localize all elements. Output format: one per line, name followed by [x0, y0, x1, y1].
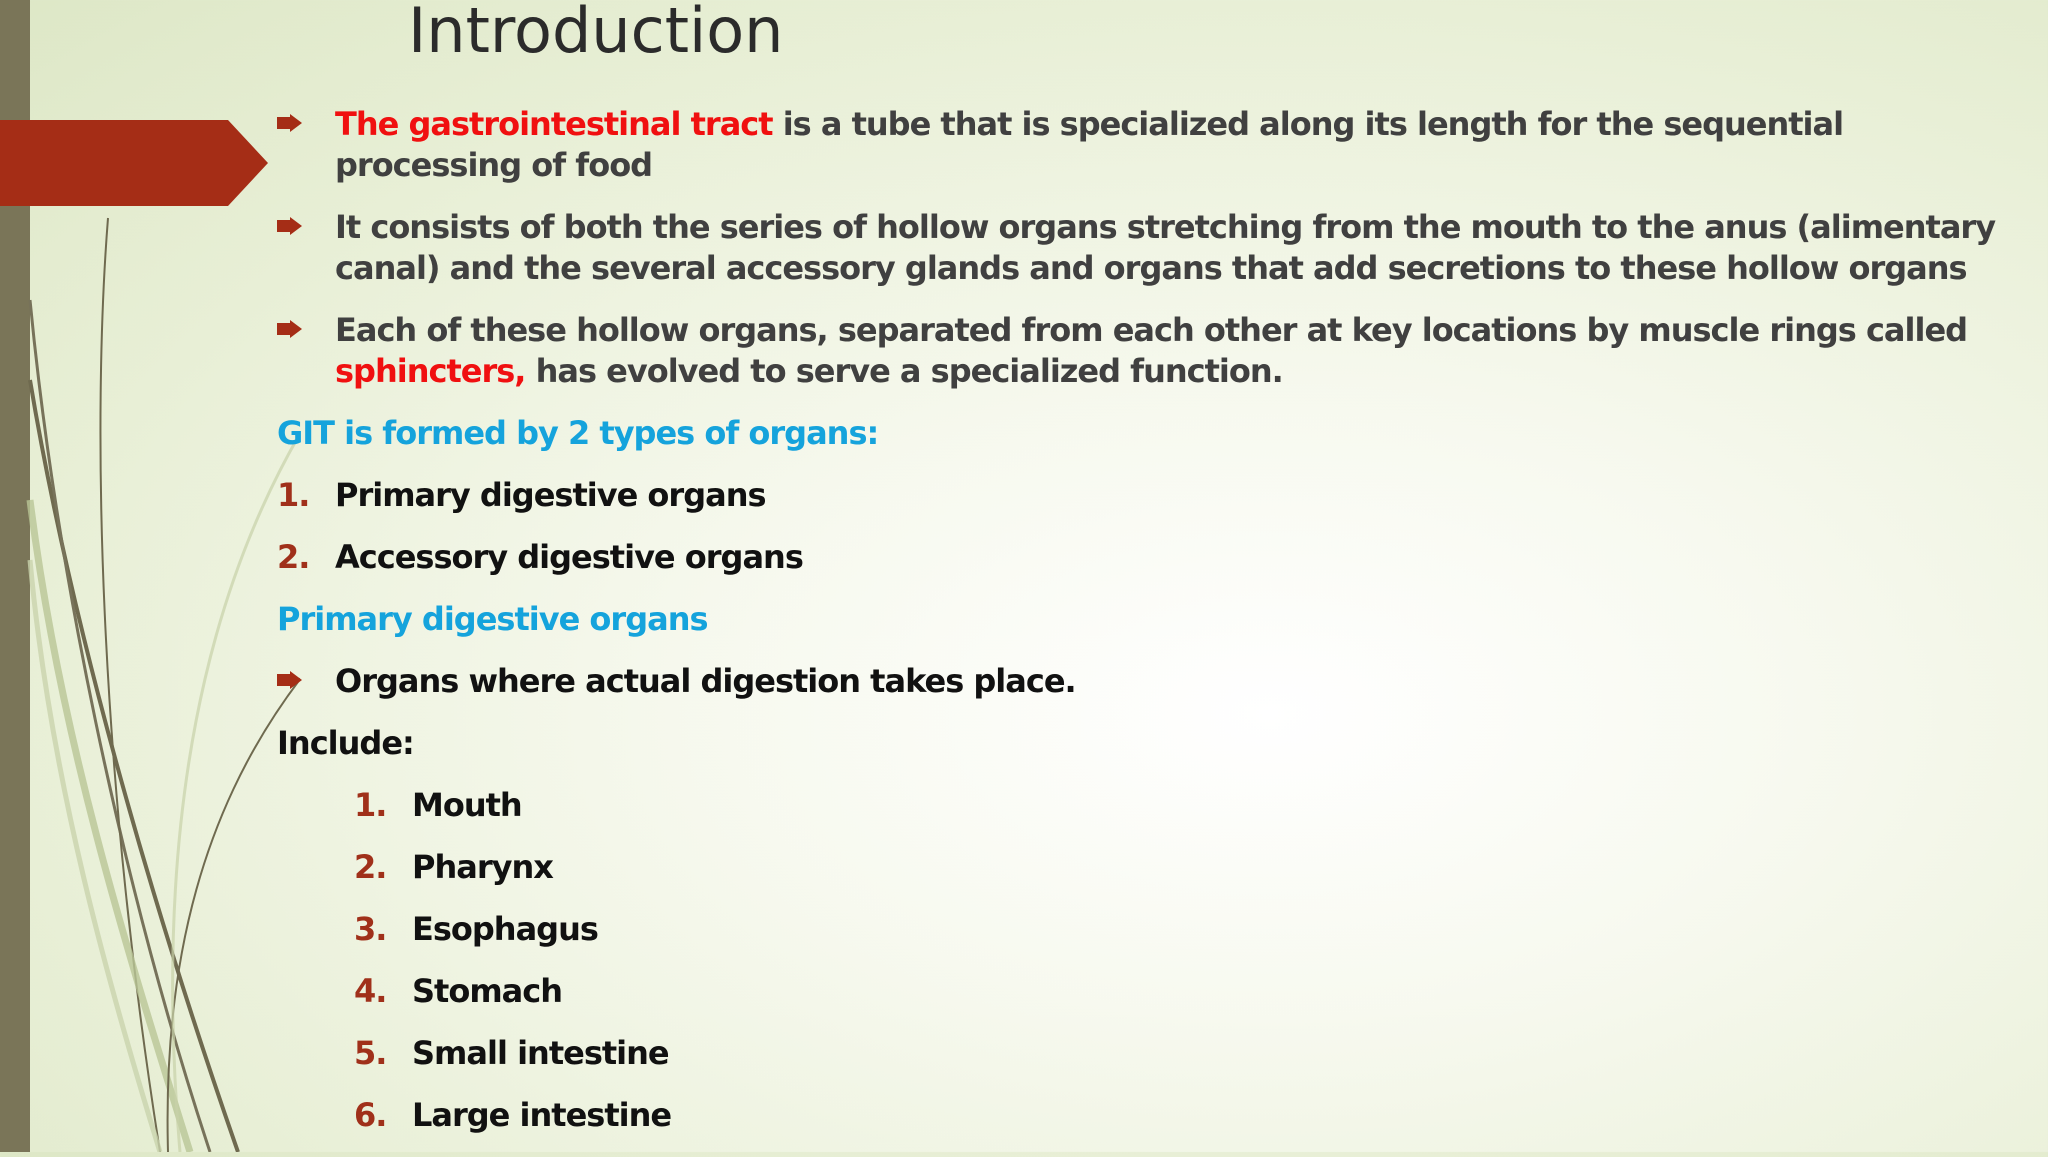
list-item-organ — [354, 785, 2037, 826]
highlight-sphincters: sphincters, — [335, 352, 526, 390]
include-label: Include: — [277, 724, 414, 762]
list-number: 2. — [277, 538, 310, 576]
list-number: 1. — [354, 786, 387, 824]
list-item-organ — [354, 1095, 2037, 1136]
list-number: 1. — [277, 476, 310, 514]
bullet-text: Organs where actual digestion takes place. — [335, 662, 1076, 700]
list-item-type-accessory — [277, 537, 2037, 578]
list-item-type-primary — [277, 475, 2037, 516]
slide-content — [277, 104, 2037, 1157]
list-number: 6. — [354, 1096, 387, 1134]
bullet-gi-tract — [277, 104, 2037, 186]
bullet-text: is a tube that is specialized along its length for the sequential processing of food — [335, 105, 1844, 184]
arrow-bullet-icon — [277, 320, 303, 338]
list-item-organ — [354, 909, 2037, 950]
bullet-primary-definition — [277, 661, 2037, 702]
list-label: Primary digestive organs — [335, 476, 766, 514]
list-label: Small intestine — [412, 1034, 669, 1072]
list-number: 3. — [354, 910, 387, 948]
list-label: Mouth — [412, 786, 522, 824]
list-label: Large intestine — [412, 1096, 672, 1134]
accent-tab — [0, 120, 270, 206]
arrow-bullet-icon — [277, 114, 303, 132]
list-item-organ — [354, 971, 2037, 1012]
list-item-organ — [354, 1033, 2037, 1074]
bullet-text: It consists of both the series of hollow organs stretching from the mouth to the anus (alimentary canal) and the several accessory glands and organs that add secretions to these hollow organs — [335, 208, 1996, 287]
list-label: Esophagus — [412, 910, 598, 948]
list-number: 5. — [354, 1034, 387, 1072]
highlight-gi-tract: The gastrointestinal tract — [335, 105, 773, 143]
arrow-bullet-icon — [277, 217, 303, 235]
bullet-text: Each of these hollow organs, separated from each other at key locations by muscle rings called — [335, 311, 1968, 349]
bullet-sphincters — [277, 310, 2037, 392]
slide-title: Introduction — [408, 0, 784, 67]
list-number: 4. — [354, 972, 387, 1010]
list-label: Accessory digestive organs — [335, 538, 803, 576]
list-label: Stomach — [412, 972, 563, 1010]
bullet-consists — [277, 207, 2037, 289]
bullet-text-after: has evolved to serve a specialized function. — [525, 352, 1283, 390]
list-item-organ — [354, 847, 2037, 888]
arrow-bullet-icon — [277, 671, 303, 689]
primary-heading: Primary digestive organs — [277, 600, 708, 638]
list-number: 2. — [354, 848, 387, 886]
organ-list — [277, 785, 2037, 1136]
list-label: Pharynx — [412, 848, 553, 886]
types-heading: GIT is formed by 2 types of organs: — [277, 414, 879, 452]
